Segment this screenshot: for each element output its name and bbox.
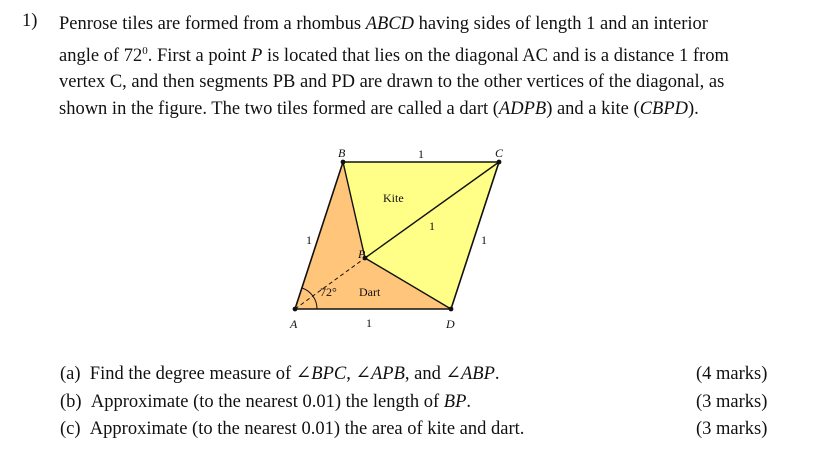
vertex-dot-d: [449, 307, 454, 312]
label-side-bottom: 1: [366, 316, 372, 330]
label-vertex-p: P: [358, 247, 366, 261]
marks-value: (3 marks): [696, 391, 768, 412]
vertex-dot-b: [341, 160, 346, 165]
intro-italic: ADPB: [498, 98, 547, 119]
sub-question-text: Approximate (to the nearest 0.01) the length of BP.: [90, 391, 471, 412]
question-number: 1): [22, 11, 38, 31]
intro-line: shown in the figure. The two tiles formed are called a dart (ADPB) and a kite (CBPD).: [59, 98, 699, 119]
intro-line: vertex C, and then segments PB and PD are drawn to the other vertices of the diagonal, as: [59, 72, 725, 93]
sub-question-label: (a): [60, 364, 90, 384]
label-side-top: 1: [418, 147, 424, 161]
intro-line: angle of $72^0$. First a point P is located that lies on the diagonal AC and is a distance 1 from: [59, 44, 729, 66]
sub-question: [60, 361, 524, 389]
intro-italic: ABCD: [365, 14, 415, 34]
sub-questions: [60, 361, 524, 444]
intro-line: Penrose tiles are formed from a rhombus ABCD having sides of length 1 and an interior: [59, 14, 708, 34]
label-side-left: 1: [306, 233, 312, 247]
sub-question: [60, 389, 524, 417]
marks-value: (4 marks): [696, 364, 768, 384]
label-dart: Dart: [359, 285, 381, 299]
marks-value: (3 marks): [696, 419, 768, 439]
label-angle-72: 72°: [320, 285, 337, 299]
label-side-right: 1: [481, 233, 487, 247]
label-vertex-a: A: [290, 317, 298, 331]
sub-question-label: (c): [60, 419, 90, 439]
label-vertex-c: C: [495, 146, 504, 160]
label-vertex-b: B: [338, 146, 346, 160]
intro-italic: P: [251, 45, 263, 66]
sub-question-italic: ∠APB: [355, 364, 405, 384]
vertex-dot-a: [293, 307, 298, 312]
vertex-dot-c: [497, 160, 502, 165]
intro-italic: CBPD: [639, 98, 688, 119]
marks-column: [696, 361, 767, 444]
intro-superscript: 0: [142, 44, 148, 57]
label-kite: Kite: [383, 191, 404, 205]
sub-question-label: (b): [60, 391, 91, 412]
sub-question-text: Approximate (to the nearest 0.01) the area of kite and dart.: [89, 419, 525, 439]
sub-question-italic: ∠BPC: [295, 364, 347, 384]
label-segment-pc: 1: [429, 219, 435, 233]
sub-question-italic: BP: [443, 391, 467, 412]
sub-question-text: Find the degree measure of ∠BPC, ∠APB, and ∠ABP.: [89, 364, 500, 384]
sub-question: [60, 416, 524, 444]
sub-question-italic: ∠ABP: [445, 364, 495, 384]
label-vertex-d: D: [446, 317, 455, 331]
